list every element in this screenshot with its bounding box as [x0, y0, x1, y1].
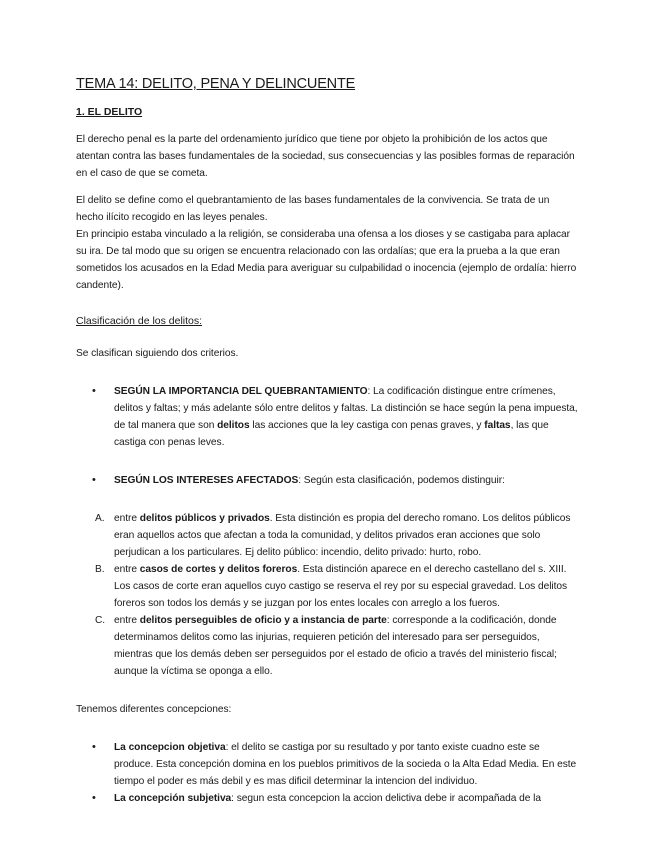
list-text: entre: [114, 615, 140, 626]
bullet-icon: •: [92, 792, 96, 804]
criteria-bold-label: SEGÚN LA IMPORTANCIA DEL QUEBRANTAMIENTO: [114, 386, 368, 397]
list-text: . Esta distinción aparece en el derecho castellano del s. XIII. Los casos de corte eran aquellos cuyo castigo se reserva el rey por su especial gravedad. Los delitos foreros son todos los demás y se juzgan por los entes locales con arreglo a los fueros.: [114, 564, 568, 609]
paragraph-intro: El derecho penal es la parte del ordenamiento jurídico que tiene por objeto la prohibición de los actos que atentan contra las bases fundamentales de la sociedad, sus consecuencias y las posibles formas de reparación en el caso de que se cometa.: [76, 134, 575, 179]
concepciones-list: [76, 739, 579, 807]
list-bold: delitos públicos y privados: [139, 513, 270, 524]
list-text: : corresponde a la codificación, donde determinamos delitos como las injurias, requieren petición del interesado para ser perseguidos, mientras que los demás deben ser perseguidos por el estado de oficio a través del ministerio fiscal; aunque la víctima se oponga a ello.: [114, 615, 557, 677]
criteria-text: : La codificación distingue entre crímenes, delitos y faltas; y más adelante sólo entre delitos y faltas. La distinción se hace según la pena impuesta, de tal manera que son: [114, 386, 578, 431]
criteria-item-importancia: [76, 383, 579, 451]
concepcion-bold: La concepcion objetiva: [114, 742, 226, 753]
list-item: [76, 790, 579, 807]
criteria-bold-label: SEGÚN LOS INTERESES AFECTADOS: [114, 475, 299, 486]
paragraph-clasif-intro: Se clasifican siguiendo dos criterios.: [76, 348, 239, 359]
list-item: [76, 510, 579, 561]
concepcion-text: : segun esta concepcion la accion delictiva debe ir acompañada de la: [231, 793, 541, 804]
list-text: entre: [114, 564, 140, 575]
bullet-icon: •: [92, 385, 96, 397]
concepcion-text: : el delito se castiga por su resultado y por tanto existe cuadno este se produce. Esta concepción domina en los pueblos primitivos de la socieda o la Alta Edad Media. En este tiempo el poder es más debil y es mas dificil determinar la intencion del individuo.: [114, 742, 577, 787]
section-heading-el-delito: 1. EL DELITO: [76, 106, 143, 118]
list-item: [76, 561, 579, 612]
concepcion-bold: La concepción subjetiva: [114, 793, 232, 804]
list-bold: casos de cortes y delitos foreros: [139, 564, 298, 575]
criteria-text: , las que castiga con penas leves.: [114, 420, 549, 448]
list-text: . Esta distinción es propia del derecho romano. Los delitos públicos eran aquellos actos que afectan a toda la comunidad, y delitos privados eran acciones que solo perjudican a los particulares. Ej delito público: incendio, delito privado: hurto, robo.: [114, 513, 571, 558]
criteria-list: [76, 383, 579, 489]
paragraph-definition: El delito se define como el quebrantamiento de las bases fundamentales de la convivencia. Se trata de un hecho ilícito recogido en las leyes penales.: [76, 195, 550, 223]
bullet-icon: •: [92, 474, 96, 486]
list-marker: C.: [95, 615, 106, 626]
criteria-text: : Según esta clasificación, podemos distinguir:: [298, 475, 505, 486]
page-title: TEMA 14: DELITO, PENA Y DELINCUENTE: [76, 76, 356, 92]
paragraph-concepciones-intro: Tenemos diferentes concepciones:: [76, 704, 232, 715]
list-text: entre: [114, 513, 140, 524]
list-bold: delitos perseguibles de oficio y a instancia de parte: [139, 615, 387, 626]
term-faltas: faltas: [484, 420, 511, 431]
criteria-text: las acciones que la ley castiga con penas graves, y: [249, 420, 485, 431]
criteria-item-intereses: [76, 472, 579, 489]
list-item: [76, 739, 579, 790]
lettered-list: [76, 510, 579, 680]
term-delitos: delitos: [217, 420, 250, 431]
list-item: [76, 612, 579, 680]
bullet-icon: •: [92, 741, 96, 753]
paragraph-origin: En principio estaba vinculado a la religión, se consideraba una ofensa a los dioses y se castigaba para aplacar su ira. De tal modo que su origen se encuentra relacionado con las ordalías; que era la prueba a la que eran sometidos los acusados en la Edad Media para averiguar su culpabilidad o inocencia (ejemplo de ordalía: hierro candente).: [76, 229, 577, 291]
list-marker: A.: [95, 513, 105, 524]
list-marker: B.: [95, 564, 105, 575]
subheading-clasificacion: Clasificación de los delitos:: [76, 315, 203, 327]
